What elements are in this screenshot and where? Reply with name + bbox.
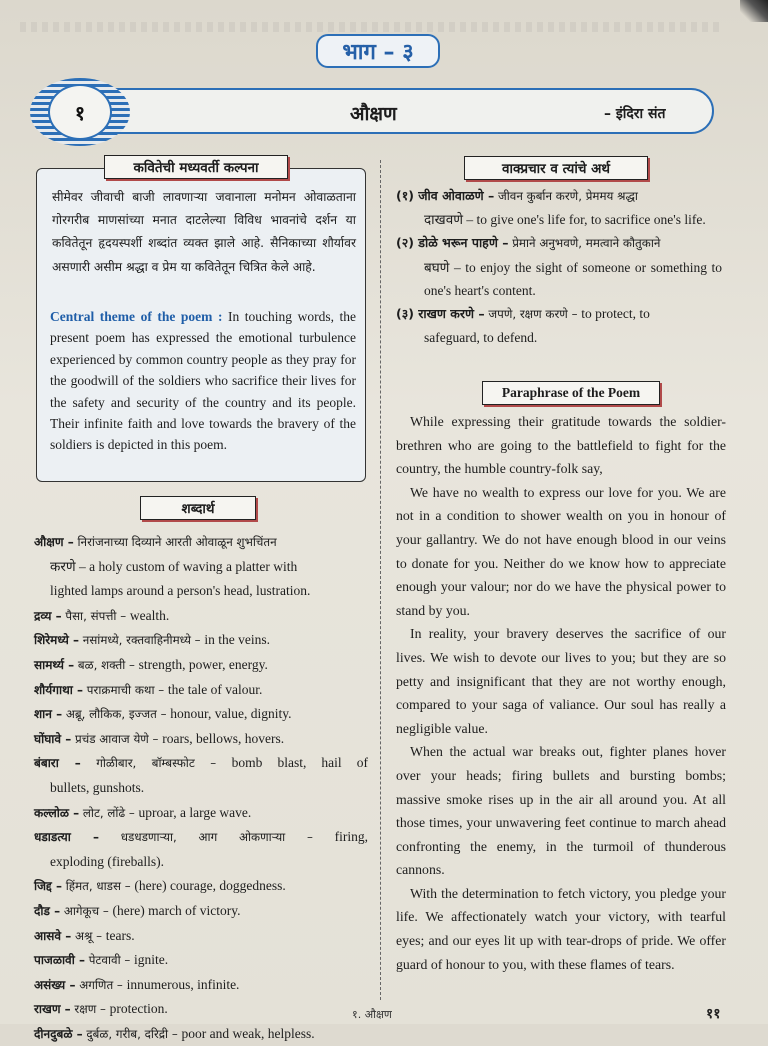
glossary-term: घोंघावे – [34, 731, 72, 746]
glossary-english-meaning: roars, bellows, hovers. [162, 730, 285, 746]
glossary-term: असंख्य – [34, 977, 76, 992]
glossary-marathi-meaning: लोट, लोंढे – [79, 805, 139, 820]
paraphrase-text [396, 410, 726, 976]
glossary-marathi-meaning: पराक्रमाची कथा – [83, 682, 168, 697]
glossary-row [34, 727, 368, 752]
page-corner-shadow [740, 0, 768, 22]
lesson-title: औक्षण [350, 103, 397, 125]
glossary-term: शान – [34, 707, 63, 722]
column-divider [380, 160, 381, 1000]
glossary-term: दीनदुबळे – [34, 1026, 83, 1041]
lesson-header-bar [20, 74, 716, 150]
glossary-term: आसवे – [34, 928, 72, 943]
glossary-row [34, 948, 368, 973]
glossary-term: शौर्यगाथा – [34, 682, 84, 697]
central-theme-marathi: सीमेवर जीवाची बाजी लावणाऱ्या जवानाला मनोमन ओवाळताना गोरगरीब माणसांच्या मनात दाटलेल्या विविध भावनांचे दर्शन या कवितेतून हृदयस्पर्शी शब्दांत व्यक्त झाले आहे. सैनिकाच्या शौर्यावर असणारी असीम श्रद्धा व प्रेम या कवितेतून चित्रित केले आहे. [52, 190, 356, 274]
central-theme-english-text: In touching words, the present poem has expressed the emotional turbulence experienced by common country people as they pray for the goodwill of the soldiers who sacrifice their lives for the safety and security of the country and its people. Their infinite faith and love towards the bravery of the soldiers is depicted in this poem. [50, 309, 357, 453]
glossary-row [34, 825, 368, 850]
central-theme-heading: कवितेची मध्यवर्ती कल्पना [104, 155, 288, 179]
paraphrase-paragraph: We have no wealth to express our love for you. We are not in a condition to shower wealth on you in honour of your gallantry. We do not have enough blood in our veins to donate for you. Neither do we know how to appreciate enough your valour; nor do we have the physical power to stand by you. [396, 484, 726, 618]
glossary-marathi-meaning: अब्रू, लौकिक, इज्जत – [62, 707, 171, 722]
glossary-list [34, 530, 368, 1046]
glossary-english-meaning: bomb blast, hail of [231, 755, 369, 771]
idiom-first-line [396, 231, 722, 255]
glossary-row [34, 604, 368, 629]
glossary-row [34, 1022, 368, 1046]
glossary-marathi-meaning: धडधडणाऱ्या, आग ओकणाऱ्या – [99, 830, 335, 845]
glossary-marathi-meaning: दुर्बळ, गरीब, दरिद्री – [82, 1026, 182, 1041]
glossary-marathi-meaning: प्रचंड आवाज येणे – [71, 731, 163, 746]
glossary-marathi-meaning: पैसा, संपत्ती – [61, 608, 130, 623]
glossary-marathi-meaning: गोळीबार, बॉम्बस्फोट – [80, 756, 232, 771]
glossary-row [34, 653, 368, 678]
glossary-term: द्रव्य – [34, 608, 62, 623]
glossary-english-meaning: wealth. [129, 607, 170, 623]
glossary-term: औक्षण – [34, 535, 74, 549]
bleed-through-text [20, 22, 720, 32]
idiom-english-meaning: to protect, to [581, 306, 650, 322]
glossary-row [34, 579, 368, 604]
lesson-author: – इंदिरा संत [604, 106, 666, 122]
glossary-row [34, 850, 368, 875]
paraphrase-paragraph: In reality, your bravery deserves the sacrifice of our lives. We wish to devote our lives to you; but they are so petty and insignificant that they are not worthy enough, compared to your saga of valiance. Our soul has really a negligible value. [396, 626, 726, 736]
glossary-continuation: exploding (fireballs). [50, 853, 164, 869]
idiom-continuation: safeguard, to defend. [424, 330, 538, 346]
glossary-continuation: bullets, gunshots. [50, 779, 145, 795]
glossary-marathi-meaning: नसांमध्ये, रक्तवाहिनीमध्ये – [79, 633, 205, 648]
glossary-marathi-meaning: बळ, शक्ती – [74, 657, 139, 672]
idiom-term: (१) जीव ओवाळणे – [396, 188, 495, 203]
idiom-term: (३) राखण करणे – [396, 306, 485, 322]
glossary-row [34, 997, 368, 1022]
glossary-english-meaning: innumerous, infinite. [126, 976, 240, 992]
glossary-english-meaning: tears. [105, 927, 135, 943]
idioms-list [396, 184, 722, 349]
central-theme-lead: Central theme of the poem : [50, 309, 223, 324]
page-number: ११ [706, 1006, 721, 1022]
glossary-english-meaning: honour, value, dignity. [170, 706, 292, 722]
glossary-marathi-meaning: अश्रू – [71, 928, 106, 943]
glossary-english-meaning: poor and weak, helpless. [181, 1025, 315, 1041]
idiom-item [396, 302, 722, 349]
idiom-term: (२) डोळे भरून पाहणे – [396, 235, 509, 251]
glossary-english-meaning: ignite. [134, 952, 169, 968]
idiom-first-line [396, 302, 722, 326]
glossary-english-meaning: protection. [109, 1001, 168, 1017]
glossary-term: सामर्थ्य – [34, 657, 75, 672]
glossary-term: शिरेमध्ये – [34, 633, 80, 648]
idiom-item [396, 231, 722, 302]
glossary-marathi-meaning: हिंमत, धाडस – [62, 879, 135, 894]
glossary-english-meaning: strength, power, energy. [138, 656, 268, 672]
glossary-marathi-meaning: रक्षण – [70, 1002, 110, 1017]
glossary-term: पाजळावी – [34, 953, 86, 968]
glossary-term: कल्लोळ – [34, 805, 80, 820]
glossary-row [34, 924, 368, 949]
glossary-marathi-meaning: अगणित – [75, 977, 127, 992]
paraphrase-paragraph: While expressing their gratitude towards the soldier-brethren who are going to the battlefield to fight for the country, the humble country-folk say, [396, 414, 726, 477]
paraphrase-paragraph: When the actual war breaks out, fighter planes hover over your heads; firing bullets and bursting bombs; massive smoke rises up in the air all around you. At all those times, your unwavering feet continue to march ahead confronting the enemy, in the turmoil of thunderous cannons. [396, 744, 726, 878]
glossary-marathi-meaning: निरांजनाच्या दिव्याने आरती ओवाळून शुभचिंतन [73, 535, 277, 549]
glossary-row [34, 678, 368, 703]
lesson-number: १ [48, 84, 112, 140]
glossary-english-meaning: (here) courage, doggedness. [134, 878, 286, 894]
paraphrase-paragraph: With the determination to fetch victory, you pledge your life. We affectionately watch your victory, with tearful eyes; and our eyes lit up with tear-drops of pride. We offer guard of honour to you, with these flames of tears. [396, 885, 726, 972]
glossary-marathi-meaning: आगेकूच – [60, 903, 113, 918]
glossary-row [34, 530, 368, 555]
idiom-marathi-meaning: जपणे, रक्षण करणे – [484, 307, 582, 322]
glossary-continuation: करणे – a holy custom of waving a platter with [50, 558, 298, 574]
idioms-heading: वाक्प्रचार व त्यांचे अर्थ [464, 156, 648, 180]
glossary-row [34, 899, 368, 924]
glossary-row [34, 776, 368, 801]
glossary-row [34, 628, 368, 653]
running-footer-title: १. औक्षण [352, 1008, 392, 1021]
glossary-term: राखण – [34, 1002, 71, 1017]
idiom-marathi-meaning: जीवन कुर्बान करणे, प्रेममय श्रद्धा [494, 189, 638, 203]
glossary-row [34, 555, 368, 580]
glossary-term: दौड – [34, 903, 61, 918]
glossary-marathi-meaning: पेटवावी – [85, 953, 135, 968]
glossary-row [34, 801, 368, 826]
glossary-term: जिद्द – [34, 879, 62, 894]
glossary-english-meaning: the tale of valour. [167, 681, 263, 697]
glossary-english-meaning: (here) march of victory. [112, 902, 241, 918]
glossary-heading: शब्दार्थ [140, 496, 256, 520]
glossary-english-meaning: in the veins. [204, 632, 270, 648]
glossary-english-meaning: firing, [334, 829, 368, 845]
glossary-continuation: lighted lamps around a person's head, lustration. [50, 583, 311, 599]
idiom-continuation: दाखवणे – to give one's life for, to sacrifice one's life. [424, 212, 706, 228]
glossary-row [34, 702, 368, 727]
idiom-continuation: बघणे – to enjoy the sight of someone or something to one's heart's content. [424, 259, 722, 298]
glossary-term: बंबारा – [34, 756, 81, 771]
glossary-english-meaning: uproar, a large wave. [138, 804, 252, 820]
idiom-marathi-meaning: प्रेमाने अनुभवणे, ममत्वाने कौतुकाने [508, 236, 661, 251]
glossary-row [34, 751, 368, 776]
central-theme-english [50, 306, 356, 456]
paraphrase-heading: Paraphrase of the Poem [482, 381, 660, 405]
idiom-first-line [396, 184, 722, 208]
glossary-row [34, 973, 368, 998]
idiom-item [396, 184, 722, 231]
part-label: भाग – ३ [316, 34, 440, 68]
glossary-row [34, 874, 368, 899]
glossary-term: धडाडत्या – [34, 830, 100, 845]
